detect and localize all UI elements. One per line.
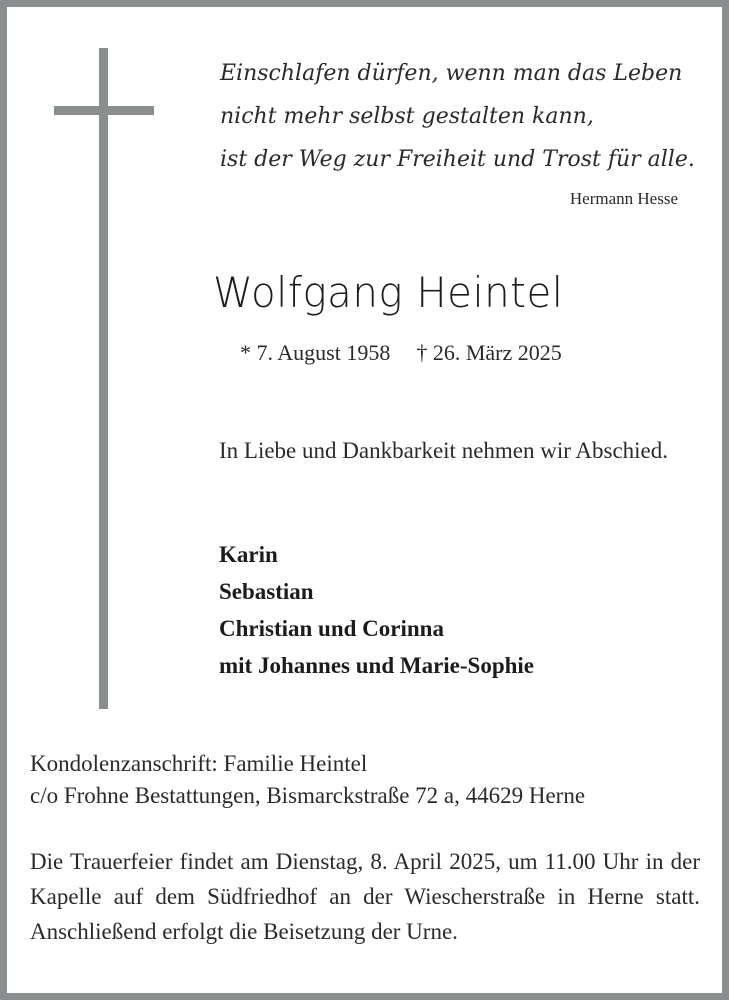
deceased-name: Wolfgang Heintel <box>213 268 564 317</box>
death-date: † 26. März 2025 <box>416 340 562 365</box>
cross-icon-vertical-beam <box>99 48 108 709</box>
quote <box>220 52 700 181</box>
condolence-line: Kondolenzanschrift: Familie Heintel <box>30 751 368 776</box>
farewell-text: In Liebe und Dankbarkeit nehmen wir Abschied. <box>219 438 669 463</box>
quote-author: Hermann Hesse <box>569 189 678 208</box>
quote-line: Einschlafen dürfen, wenn man das Leben <box>220 61 683 86</box>
cross-icon-horizontal-beam <box>54 106 154 115</box>
condolence-address <box>30 748 585 812</box>
condolence-line: c/o Frohne Bestattungen, Bismarckstraße 72 a, 44629 Herne <box>30 783 586 808</box>
mourner-name: mit Johannes und Marie-Sophie <box>219 653 535 678</box>
quote-line: ist der Weg zur Freiheit und Trost für alle. <box>220 147 695 172</box>
mourner-name: Christian und Corinna <box>219 616 444 641</box>
mourner-name: Sebastian <box>219 579 314 604</box>
birth-date: * 7. August 1958 <box>240 340 391 365</box>
mourners-list <box>219 536 534 684</box>
mourner-name: Karin <box>219 542 278 567</box>
funeral-notice: Die Trauerfeier findet am Dienstag, 8. April 2025, um 11.00 Uhr in der Kapelle auf dem Südfriedhof an der Wiescherstraße in Herne statt. Anschließend erfolgt die Beisetzung der Urne. <box>30 849 700 944</box>
quote-line: nicht mehr selbst gestalten kann, <box>220 104 594 129</box>
life-dates <box>240 340 562 366</box>
